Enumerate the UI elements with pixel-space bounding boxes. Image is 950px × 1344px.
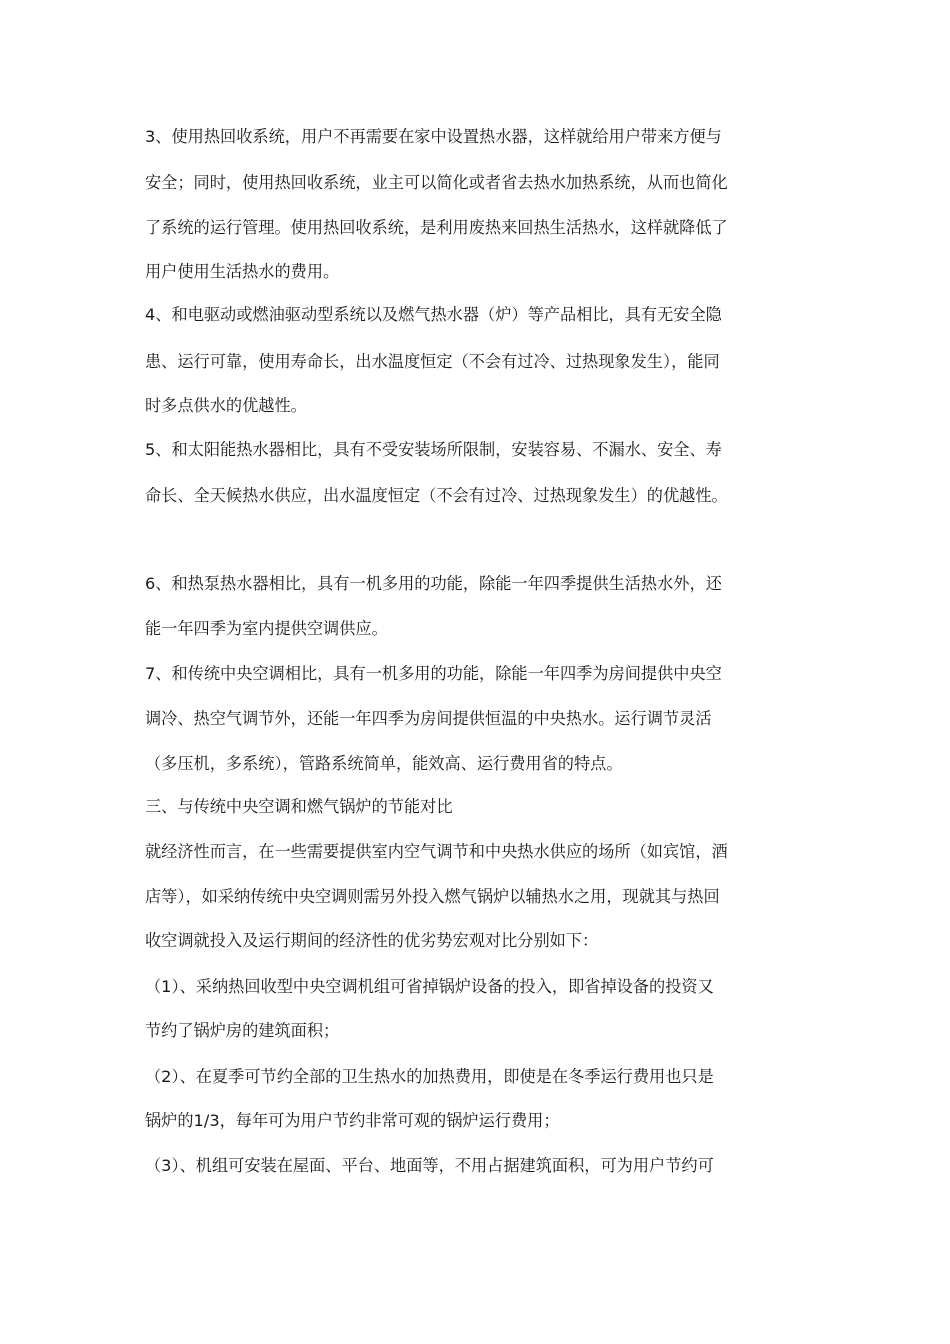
text-line: 6、和热泵热水器相比，具有一机多用的功能，除能一年四季提供生活热水外，还 [145,574,722,593]
text-line: （2）、在夏季可节约全部的卫生热水的加热费用，即使是在冬季运行费用也只是 [145,1067,714,1086]
text-line: 4、和电驱动或燃油驱动型系统以及燃气热水器（炉）等产品相比，具有无安全隐 [145,305,722,324]
text-line: 调冷、热空气调节外，还能一年四季为房间提供恒温的中央热水。运行调节灵活 [145,709,712,728]
text-line: 安全；同时，使用热回收系统，业主可以简化或者省去热水加热系统，从而也简化 [145,173,728,192]
text-line: 收空调就投入及运行期间的经济性的优劣势宏观对比分别如下： [145,931,599,950]
section-heading: 三、与传统中央空调和燃气锅炉的节能对比 [145,797,453,816]
text-line: 用户使用生活热水的费用。 [145,262,340,281]
text-line: 3、使用热回收系统，用户不再需要在家中设置热水器，这样就给用户带来方便与 [145,127,722,146]
text-line: （1）、采纳热回收型中央空调机组可省掉锅炉设备的投入，即省掉设备的投资又 [145,977,714,996]
text-line: 锅炉的1/3，每年可为用户节约非常可观的锅炉运行费用； [145,1111,560,1130]
text-line: 命长、全天候热水供应，出水温度恒定（不会有过冷、过热现象发生）的优越性。 [145,486,728,505]
text-line: 店等），如采纳传统中央空调则需另外投入燃气锅炉以辅热水之用，现就其与热回 [145,887,720,906]
text-line: 5、和太阳能热水器相比，具有不受安装场所限制，安装容易、不漏水、安全、寿 [145,440,722,459]
text-line: 7、和传统中央空调相比，具有一机多用的功能，除能一年四季为房间提供中央空 [145,664,722,683]
text-line: 就经济性而言，在一些需要提供室内空气调节和中央热水供应的场所（如宾馆，酒 [145,842,728,861]
text-line: （3）、机组可安装在屋面、平台、地面等，不用占据建筑面积，可为用户节约可 [145,1156,714,1175]
text-line: （多压机，多系统），管路系统简单，能效高、运行费用省的特点。 [145,754,623,773]
text-line: 能一年四季为室内提供空调供应。 [145,619,388,638]
text-line: 时多点供水的优越性。 [145,396,307,415]
text-line: 节约了锅炉房的建筑面积； [145,1021,340,1040]
text-line: 患、运行可靠，使用寿命长，出水温度恒定（不会有过冷、过热现象发生），能同 [145,352,720,371]
text-line: 了系统的运行管理。使用热回收系统，是利用废热来回热生活热水，这样就降低了 [145,218,728,237]
